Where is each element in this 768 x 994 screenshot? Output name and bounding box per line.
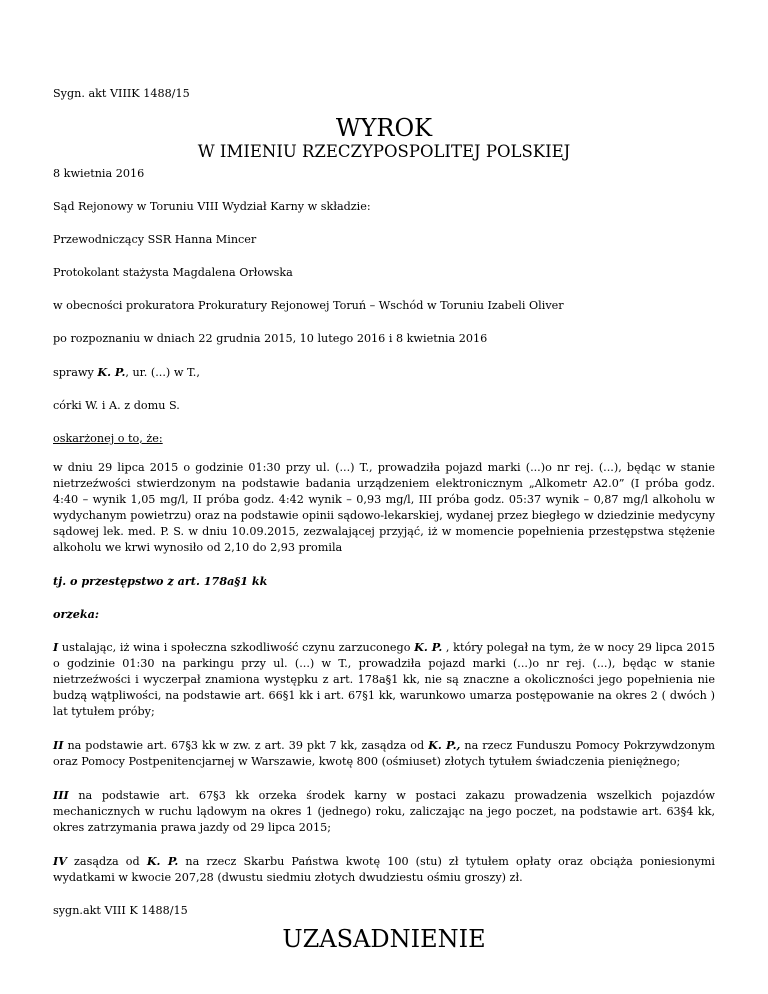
case-party: sprawy K. P., ur. (...) w T., [53, 365, 200, 379]
case-reference: Sygn. akt VIIIK 1488/15 [53, 87, 190, 100]
justification-reference: sygn.akt VIII K 1488/15 [53, 904, 188, 917]
hearing-dates: po rozpoznaniu w dniach 22 grudnia 2015, 10 lutego 2016 i 8 kwietnia 2016 [53, 332, 488, 345]
charge-text: w dniu 29 lipca 2015 o godzinie 01:30 przy ul. (...) T., prowadziła pojazd marki (...)o nr rej. (...), będąc w stanie nietrzeźwości stwierdzonym na podstawie badania urządzeniem elektronicznym „Alkometr A2.0” (I próba godz. 4:40 – wynik 1,05 mg/l, II próba godz. 4:42 wynik – 0,93 mg/l, III próba godz. 05:37 wynik – 0,87 mg/l alkoholu w wydychanym powietrzu) oraz na podstawie opinii sądowo-lekarskiej, wydanej przez biegłego w dziedzinie medycyny sądowej lek. med. P. S. w dniu 10.09.2015, zezwalającej przyjąć, iż w momencie popełnienia przestępstwa stężenie alkoholu we krwi wynosiło od 2,10 do 2,93 promila [53, 461, 715, 554]
document-subtitle: W IMIENIU RZECZYPOSPOLITEJ POLSKIEJ [197, 142, 571, 161]
court-clerk: Protokolant stażysta Magdalena Orłowska [53, 266, 293, 279]
offence-line: tj. o przestępstwo z art. 178a§1 kk [53, 574, 268, 588]
ruling-i: I ustalając, iż wina i społeczna szkodliwość czynu zarzuconego K. P. , który polegał na tym, że w nocy 29 lipca 2015 o godzinie 01:30 na parkingu przy ul. (...) w T., prowadziła pojazd marki (...)o nr rej. (...), będąc w stanie nietrzeźwości i wyczerpał znamiona występku z art. 178a§1 kk, nie są znaczne a okoliczności jego popełnienia nie budzą wątpliwości, na podstawie art. 66§1 kk i art. 67§1 kk, warunkowo umarza postępowanie na okres 2 ( dwóch ) lat tytułem próby; [53, 640, 716, 718]
ruling-iv: IV zasądza od K. P. na rzecz Skarbu Państwa kwotę 100 (stu) zł tytułem opłaty oraz obciąża poniesionymi wydatkami w kwocie 207,28 (dwustu siedmiu złotych dwudziestu ośmiu groszy) zł. [53, 854, 715, 884]
document-page [53, 86, 715, 953]
rules-heading: orzeka: [53, 607, 99, 621]
document-title: WYROK [335, 114, 433, 142]
court-line: Sąd Rejonowy w Toruniu VIII Wydział Karny w składzie: [53, 200, 371, 213]
presiding-judge: Przewodniczący SSR Hanna Mincer [53, 233, 257, 246]
prosecutor-line: w obecności prokuratora Prokuratury Rejonowej Toruń – Wschód w Toruniu Izabeli Oliver [53, 299, 564, 312]
charge-heading: oskarżonej o to, że: [53, 432, 163, 445]
ruling-ii: II na podstawie art. 67§3 kk w zw. z art. 39 pkt 7 kk, zasądza od K. P., na rzecz Funduszu Pomocy Pokrzywdzonym oraz Pomocy Postpenitencjarnej w Warszawie, kwotę 800 (ośmiuset) złotych tytułem świadczenia pieniężnego; [53, 738, 715, 768]
defendant-parents: córki W. i A. z domu S. [53, 399, 180, 412]
ruling-iii: III na podstawie art. 67§3 kk orzeka środek karny w postaci zakazu prowadzenia wszelkich pojazdów mechanicznych w ruchu lądowym na okres 1 (jednego) roku, zaliczając na jego poczet, na podstawie art. 63§4 kk, okres zatrzymania prawa jazdy od 29 lipca 2015; [53, 788, 715, 834]
judgment-date: 8 kwietnia 2016 [53, 167, 145, 180]
defendant-name: K. P. [97, 365, 126, 379]
justification-title: UZASADNIENIE [282, 925, 486, 953]
